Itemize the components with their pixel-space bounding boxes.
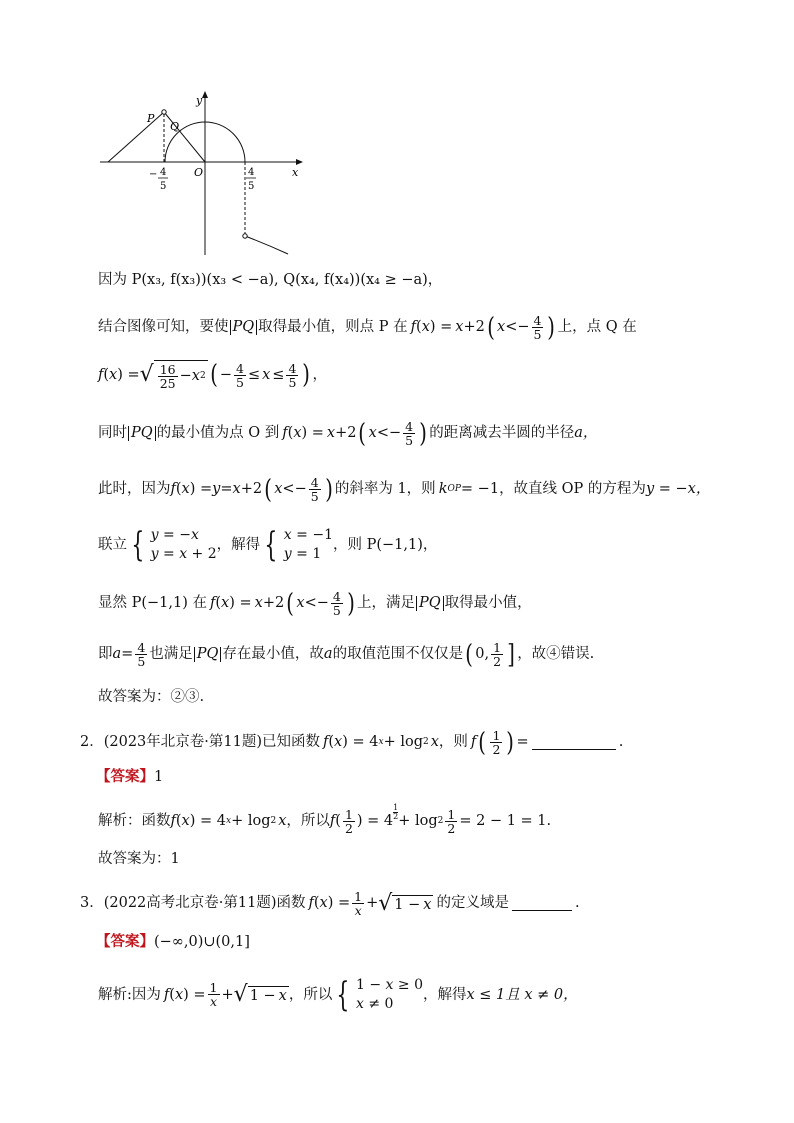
q3-answer: 【答案】 (−∞,0)∪(0,1]: [96, 933, 250, 950]
y-axis-arrow: [202, 91, 208, 98]
function-graph-figure: [98, 90, 308, 262]
text-line-3: f ( x ) = √ $\frac{16}{25}$ − x 2 ( − $\frac{4}{5}$ ≤ x ≤ $\frac{4}{5}$ ) ，: [98, 360, 328, 392]
pos-tick-den: 5: [248, 181, 255, 192]
text-line-2: 结合图像可知，要使 PQ 取得最小值，则点 P 在 f ( x ) = x +2 ( x <− $\frac{4}{5}$ ) 上，点 Q 在: [98, 312, 637, 343]
open-point-marker: [243, 234, 247, 238]
pos-tick-num: 4: [248, 167, 255, 178]
x-axis-arrow: [296, 159, 303, 165]
lower-curve: [245, 236, 288, 254]
q3-solution: 解析:因为 f ( x ) = $\frac{1}{x}$ + √ 1 − x ，所以 { 1 − x ≥ 0 x ≠ 0 ，解得 x ≤ 1且 x ≠ 0，: [98, 974, 578, 1015]
answer-blank: [532, 735, 616, 750]
y-label: y: [196, 94, 203, 107]
answer-blank-2: [512, 896, 572, 911]
question-3: 3．(2022高考北京卷·第11题)函数 f ( x ) = $\frac{1}{x}$ + √ 1 − x 的定义域是 .: [80, 889, 580, 919]
text-line-8: 即 a = $\frac{4}{5}$ 也满足 PQ 存在最小值，故 a 的取值范围不仅仅是 ( 0, $\frac{1}{2}$ ] ，故④错误.: [98, 639, 595, 670]
x-label: x: [292, 166, 299, 179]
text-line-6: 联立 { y = −x y = x + 2 ，解得 { x = −1 y = 1 ，则 P(−1,1)，: [98, 524, 438, 565]
p-label: P: [147, 112, 155, 125]
text-line-5: 此时，因为 f ( x ) = y = x +2 ( x <− $\frac{4}{5}$ ) 的斜率为 1，则 k OP = −1 ，故直线 OP 的方程为 y = −x，: [98, 474, 711, 505]
text-line-9: 故答案为：②③.: [98, 689, 205, 705]
text-line-7: 显然 P(−1,1) 在 f ( x ) = x +2 ( x <− $\frac{4}{5}$ ) 上，满足 PQ 取得最小值，: [98, 588, 532, 619]
point-p-marker: [162, 110, 166, 114]
q2-answer: 【答案】 1: [96, 768, 164, 785]
neg-tick-den: 5: [160, 181, 167, 192]
neg-tick-sign: −: [149, 169, 158, 180]
question-2: 2．(2023年北京卷·第11题)已知函数 f ( x ) = 4 x + log 2 x ，则 f ( $\frac{1}{2}$ ) = .: [80, 727, 624, 758]
q2-solution: 解析：函数 f ( x ) = 4 x + log 2 x ，所以 f ( $\frac{1}{2}$ ) = 4 1 2 + log 2 $\frac{1}{2}$ = 2 − 1 = 1 .: [98, 803, 552, 837]
line-graph: [108, 112, 164, 162]
neg-tick-num: 4: [160, 167, 167, 178]
text-line-1: 因为 P(x₃, f(x₃))(x₃ < −a), Q(x₄, f(x₄))(x₄ ≥ −a)，: [98, 272, 443, 288]
q-label: Q: [170, 120, 180, 133]
q2-final: 故答案为：1: [98, 851, 180, 867]
origin-label: O: [194, 166, 204, 179]
text-line-4: 同时 PQ 的最小值为点 O 到 f ( x ) = x +2 ( x <− $\frac{4}{5}$ ) 的距离减去半圆的半径 a，: [98, 418, 598, 449]
